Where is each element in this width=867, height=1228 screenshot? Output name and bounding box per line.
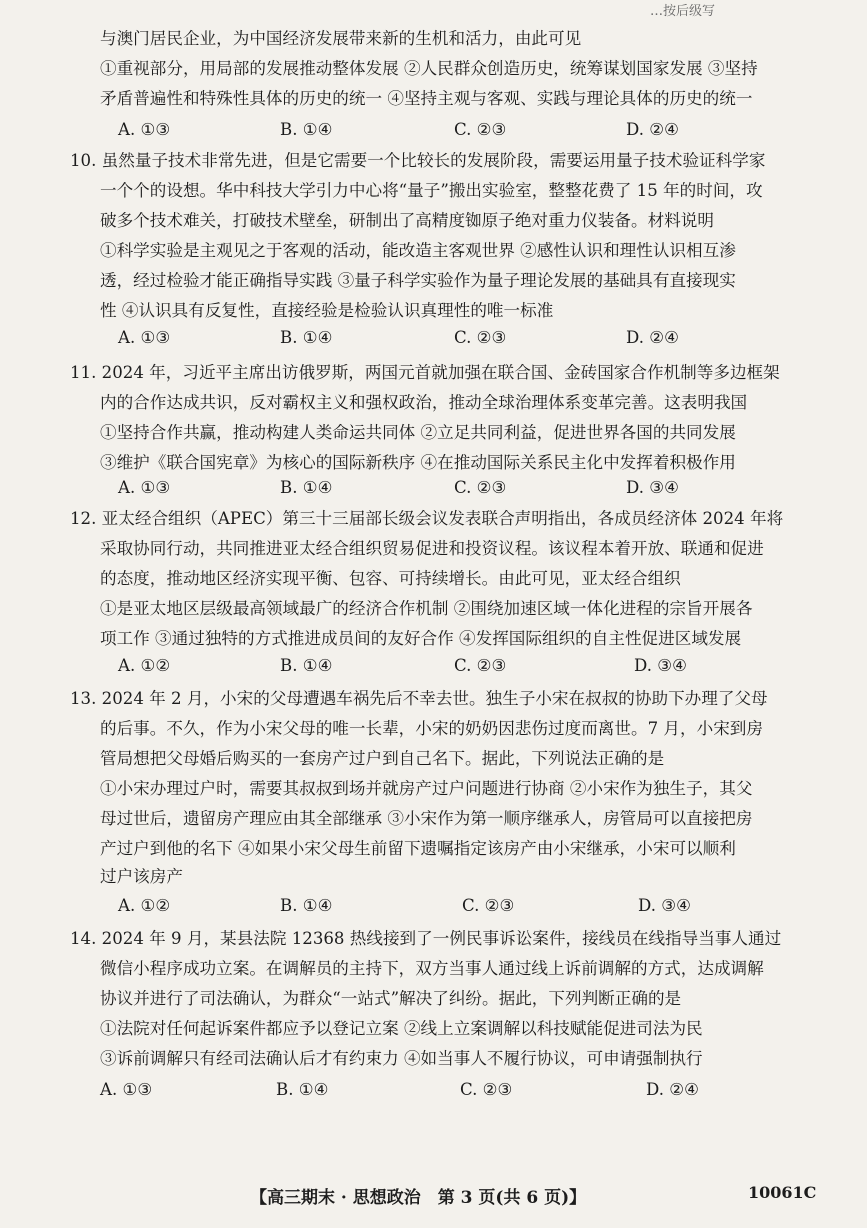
q10-line-1: 10. 虽然量子技术非常先进，但是它需要一个比较长的发展阶段，需要运用量子技术验证科学家	[70, 151, 766, 170]
q14-option-c[interactable]: C. ②③	[460, 1080, 513, 1099]
q12-line-2: 采取协同行动，共同推进亚太经合组织贸易促进和投资议程。该议程本着开放、联通和促进	[100, 539, 764, 558]
q9-line-2: ①重视部分，用局部的发展推动整体发展 ②人民群众创造历史，统筹谋划国家发展 ③坚持	[100, 59, 758, 78]
q9-line-1: 与澳门居民企业，为中国经济发展带来新的生机和活力，由此可见	[100, 29, 582, 48]
q11-option-c[interactable]: C. ②③	[454, 478, 507, 497]
q12-options	[0, 656, 867, 678]
q10-option-c[interactable]: C. ②③	[454, 328, 507, 347]
q13-line-5: 母过世后，遗留房产理应由其全部继承 ③小宋作为第一顺序继承人，房管局可以直接把房	[100, 809, 753, 828]
q13-options	[0, 896, 867, 918]
q10-option-b[interactable]: B. ①④	[280, 328, 333, 347]
q12-line-5: 项工作 ③通过独特的方式推进成员间的友好合作 ④发挥国际组织的自主性促进区域发展	[100, 629, 742, 648]
q13-option-d[interactable]: D. ③④	[638, 896, 692, 915]
q11-option-a[interactable]: A. ①③	[118, 478, 171, 497]
q14-line-4: ①法院对任何起诉案件都应予以登记立案 ②线上立案调解以科技赋能促进司法为民	[100, 1019, 703, 1038]
q9-option-b[interactable]: B. ①④	[280, 120, 333, 139]
q14-line-5: ③诉前调解只有经司法确认后才有约束力 ④如当事人不履行协议，可申请强制执行	[100, 1049, 703, 1068]
q9-option-d[interactable]: D. ②④	[626, 120, 680, 139]
q9-options	[0, 120, 867, 142]
q12-option-d[interactable]: D. ③④	[634, 656, 688, 675]
q12-line-4: ①是亚太地区层级最高领域最广的经济合作机制 ②围绕加速区域一体化进程的宗旨开展各	[100, 599, 753, 618]
q14-option-a[interactable]: A. ①③	[100, 1080, 153, 1099]
q13-line-2: 的后事。不久，作为小宋父母的唯一长辈，小宋的奶奶因悲伤过度而离世。7 月，小宋到房	[100, 719, 763, 738]
q12-line-3: 的态度，推动地区经济实现平衡、包容、可持续增长。由此可见，亚太经合组织	[100, 569, 681, 588]
q14-option-b[interactable]: B. ①④	[276, 1080, 329, 1099]
q13-line-7: 过户该房产	[100, 867, 183, 886]
q11-option-b[interactable]: B. ①④	[280, 478, 333, 497]
q13-line-1: 13. 2024 年 2 月，小宋的父母遭遇车祸先后不幸去世。独生子小宋在叔叔的协助下办理了父母	[70, 689, 768, 708]
q12-line-1: 12. 亚太经合组织（APEC）第三十三届部长级会议发表联合声明指出，各成员经济体 2024 年将	[70, 509, 784, 528]
q13-line-4: ①小宋办理过户时，需要其叔叔到场并就房产过户问题进行协商 ②小宋作为独生子，其父	[100, 779, 753, 798]
q9-line-3: 矛盾普遍性和特殊性具体的历史的统一 ④坚持主观与客观、实践与理论具体的历史的统一	[100, 89, 753, 108]
q13-option-c[interactable]: C. ②③	[462, 896, 515, 915]
q11-line-2: 内的合作达成共识，反对霸权主义和强权政治，推动全球治理体系变革完善。这表明我国	[100, 393, 748, 412]
q10-option-d[interactable]: D. ②④	[626, 328, 680, 347]
q11-line-3: ①坚持合作共赢，推动构建人类命运共同体 ②立足共同利益，促进世界各国的共同发展	[100, 423, 736, 442]
q9-option-a[interactable]: A. ①③	[118, 120, 171, 139]
q10-options	[0, 328, 867, 350]
q11-line-4: ③维护《联合国宪章》为核心的国际新秩序 ④在推动国际关系民主化中发挥着积极作用	[100, 453, 736, 472]
q14-line-2: 微信小程序成功立案。在调解员的主持下，双方当事人通过线上诉前调解的方式，达成调解	[100, 959, 764, 978]
q10-line-3: 破多个技术难关，打破技术壁垒，研制出了高精度铷原子绝对重力仪装备。材料说明	[100, 211, 714, 230]
q13-line-6: 产过户到他的名下 ④如果小宋父母生前留下遗嘱指定该房产由小宋继承，小宋可以顺利	[100, 839, 736, 858]
q9-option-c[interactable]: C. ②③	[454, 120, 507, 139]
q11-options	[0, 478, 867, 500]
q13-option-a[interactable]: A. ①②	[118, 896, 171, 915]
q10-option-a[interactable]: A. ①③	[118, 328, 171, 347]
q13-option-b[interactable]: B. ①④	[280, 896, 333, 915]
q10-line-5: 透，经过检验才能正确指导实践 ③量子科学实验作为量子理论发展的基础具有直接现实	[100, 271, 736, 290]
q12-option-a[interactable]: A. ①②	[118, 656, 171, 675]
paper-code: 10061C	[748, 1183, 817, 1202]
q10-line-6: 性 ④认识具有反复性，直接经验是检验认识真理性的唯一标准	[100, 301, 554, 320]
page-footer: 【高三期末 · 思想政治 第 3 页(共 6 页)】	[250, 1188, 587, 1208]
q14-options	[0, 1080, 867, 1102]
q11-option-d[interactable]: D. ③④	[626, 478, 680, 497]
top-fragment: …按后级写	[650, 4, 716, 19]
q12-option-b[interactable]: B. ①④	[280, 656, 333, 675]
q12-option-c[interactable]: C. ②③	[454, 656, 507, 675]
q13-line-3: 管局想把父母婚后购买的一套房产过户到自己名下。据此，下列说法正确的是	[100, 749, 665, 768]
q11-line-1: 11. 2024 年，习近平主席出访俄罗斯，两国元首就加强在联合国、金砖国家合作机制等多边框架	[70, 363, 780, 382]
q10-line-2: 一个个的设想。华中科技大学引力中心将“量子”搬出实验室，整整花费了 15 年的时间，攻	[100, 181, 763, 200]
q10-line-4: ①科学实验是主观见之于客观的活动，能改造主客观世界 ②感性认识和理性认识相互渗	[100, 241, 736, 260]
q14-line-1: 14. 2024 年 9 月，某县法院 12368 热线接到了一例民事诉讼案件，接线员在线指导当事人通过	[70, 929, 782, 948]
q14-option-d[interactable]: D. ②④	[646, 1080, 700, 1099]
q14-line-3: 协议并进行了司法确认，为群众“一站式”解决了纠纷。据此，下列判断正确的是	[100, 989, 682, 1008]
